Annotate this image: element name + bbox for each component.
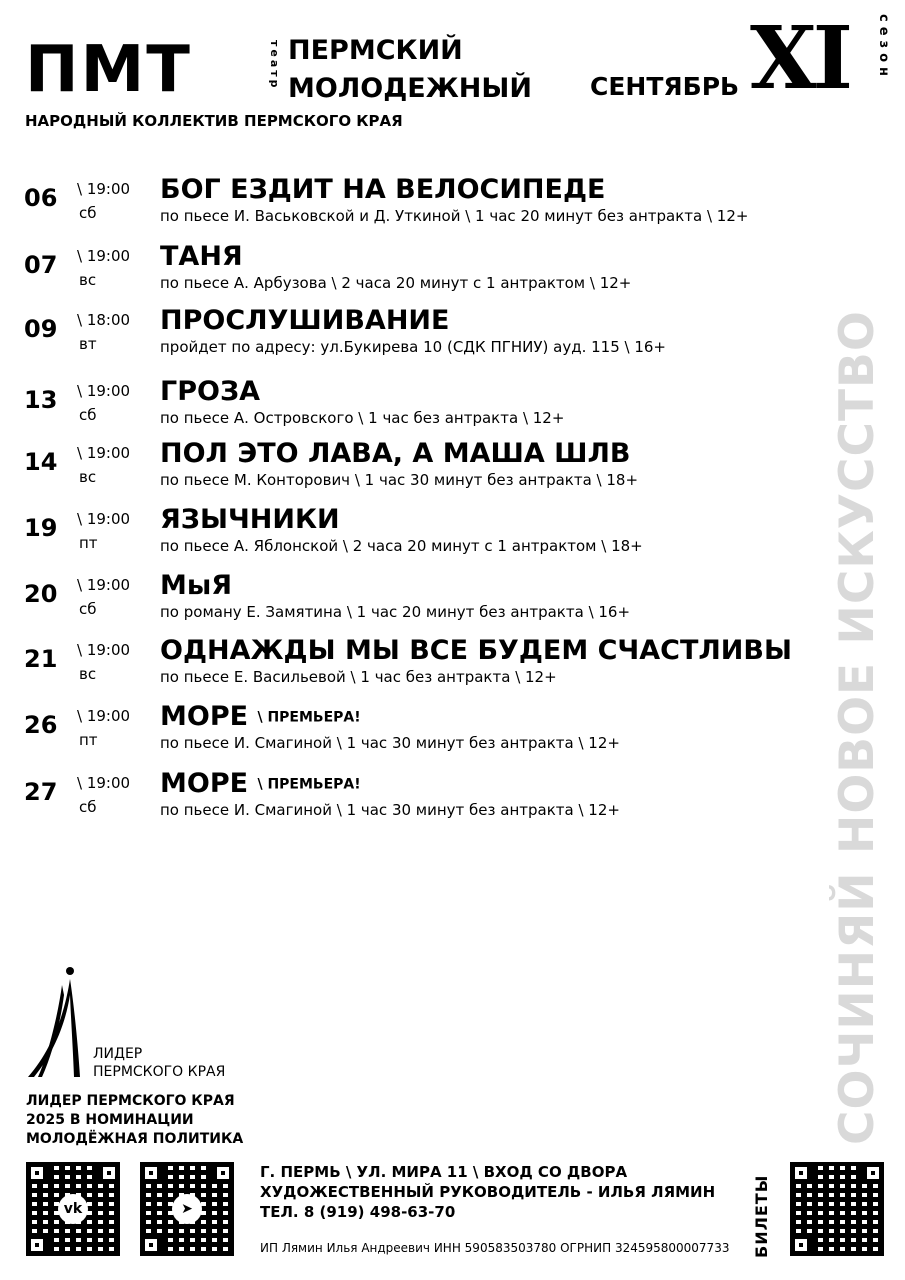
event-row — [0, 701, 800, 767]
theatre-name-line1: ПЕРМСКИЙ — [288, 35, 463, 66]
award-logo-line2: ПЕРМСКОГО КРАЯ — [93, 1064, 226, 1080]
event-title-text: ОДНАЖДЫ МЫ ВСЕ БУДЕМ СЧАСТЛИВЫ — [160, 635, 792, 666]
phone[interactable]: ТЕЛ. 8 (919) 498-63-70 — [260, 1203, 456, 1221]
event-weekday: вс — [79, 271, 97, 289]
event-description: по пьесе А. Яблонской \ 2 часа 20 минут с 1 антрактом \ 18+ — [160, 537, 643, 555]
legal-info: ИП Лямин Илья Андреевич ИНН 590583503780 ОГРНИП 324595800007733 — [260, 1241, 730, 1255]
award-line2: 2025 В НОМИНАЦИИ — [26, 1112, 194, 1128]
event-title — [160, 305, 449, 336]
theatre-name — [288, 32, 532, 108]
season-label: сезон — [876, 14, 891, 81]
event-day: 21 — [24, 645, 58, 673]
event-description: по пьесе И. Смагиной \ 1 час 30 минут без антракта \ 12+ — [160, 734, 620, 752]
event-title — [160, 504, 340, 535]
event-weekday: сб — [79, 600, 97, 618]
event-title-text: ЯЗЫЧНИКИ — [160, 504, 340, 535]
season-number: XI — [750, 8, 849, 109]
event-title — [160, 701, 361, 732]
tickets-qr-code[interactable] — [790, 1162, 884, 1256]
event-time: \ 19:00 — [77, 444, 131, 462]
event-row — [0, 570, 800, 636]
event-row — [0, 438, 800, 504]
premiere-badge: \ ПРЕМЬЕРА! — [257, 709, 361, 726]
vk-icon: vk — [58, 1194, 88, 1224]
qr-finder — [26, 1162, 48, 1184]
event-description: по пьесе А. Арбузова \ 2 часа 20 минут с 1 антрактом \ 12+ — [160, 274, 632, 292]
event-row — [0, 376, 800, 442]
event-row — [0, 241, 800, 307]
qr-finder — [140, 1162, 162, 1184]
event-time: \ 19:00 — [77, 576, 131, 594]
telegram-icon: ➤ — [172, 1194, 202, 1224]
award-logo-text — [93, 1045, 225, 1081]
event-time: \ 18:00 — [77, 311, 131, 329]
event-description: по пьесе М. Конторович \ 1 час 30 минут без антракта \ 18+ — [160, 471, 639, 489]
event-weekday: вт — [79, 335, 97, 353]
event-title — [160, 376, 260, 407]
event-title — [160, 570, 232, 601]
event-title — [160, 241, 243, 272]
event-day: 27 — [24, 778, 58, 806]
event-description: по пьесе И. Васьковской и Д. Уткиной \ 1 час 20 минут без антракта \ 12+ — [160, 207, 749, 225]
collective-subtitle: НАРОДНЫЙ КОЛЛЕКТИВ ПЕРМСКОГО КРАЯ — [25, 112, 403, 130]
event-row — [0, 504, 800, 570]
telegram-qr-code[interactable] — [140, 1162, 234, 1256]
event-title-text: МОРЕ — [160, 701, 249, 732]
event-weekday: сб — [79, 798, 97, 816]
event-weekday: вс — [79, 665, 97, 683]
tickets-label: БИЛЕТЫ — [752, 1174, 771, 1258]
event-time: \ 19:00 — [77, 382, 131, 400]
event-title-text: МыЯ — [160, 570, 233, 601]
qr-finder — [790, 1234, 812, 1256]
award-description — [26, 1092, 243, 1149]
event-day: 13 — [24, 386, 58, 414]
award-line1: ЛИДЕР ПЕРМСКОГО КРАЯ — [26, 1093, 235, 1109]
event-time: \ 19:00 — [77, 510, 131, 528]
qr-finder — [98, 1162, 120, 1184]
event-title-text: ПРОСЛУШИВАНИЕ — [160, 305, 450, 336]
event-weekday: вс — [79, 468, 97, 486]
contacts-block — [260, 1162, 715, 1222]
qr-finder — [26, 1234, 48, 1256]
event-day: 07 — [24, 251, 58, 279]
event-weekday: сб — [79, 406, 97, 424]
event-description: по пьесе И. Смагиной \ 1 час 30 минут без антракта \ 12+ — [160, 801, 620, 819]
award-logo-line1: ЛИДЕР — [93, 1046, 143, 1062]
artistic-director: ХУДОЖЕСТВЕННЫЙ РУКОВОДИТЕЛЬ - ИЛЬЯ ЛЯМИН — [260, 1183, 716, 1201]
event-time: \ 19:00 — [77, 774, 131, 792]
event-time: \ 19:00 — [77, 707, 131, 725]
event-day: 26 — [24, 711, 58, 739]
event-description: по пьесе Е. Васильевой \ 1 час без антракта \ 12+ — [160, 668, 557, 686]
award-logo-icon — [26, 965, 96, 1080]
event-title — [160, 635, 792, 666]
teatr-label: театр — [268, 40, 281, 91]
event-time: \ 19:00 — [77, 247, 131, 265]
qr-finder — [862, 1162, 884, 1184]
premiere-badge: \ ПРЕМЬЕРА! — [257, 776, 361, 793]
event-row — [0, 635, 800, 701]
event-title-text: ГРОЗА — [160, 376, 261, 407]
event-description: по роману Е. Замятина \ 1 час 20 минут без антракта \ 16+ — [160, 603, 631, 621]
event-title — [160, 768, 361, 799]
theatre-name-line2: МОЛОДЕЖНЫЙ — [288, 73, 532, 104]
event-row — [0, 305, 800, 371]
event-day: 20 — [24, 580, 58, 608]
event-title-text: БОГ ЕЗДИТ НА ВЕЛОСИПЕДЕ — [160, 174, 606, 205]
event-row — [0, 768, 800, 834]
qr-finder — [790, 1162, 812, 1184]
vk-qr-code[interactable] — [26, 1162, 120, 1256]
event-description: пройдет по адресу: ул.Букирева 10 (СДК ПГНИУ) ауд. 115 \ 16+ — [160, 338, 666, 356]
event-time: \ 19:00 — [77, 180, 131, 198]
event-title — [160, 174, 605, 205]
event-title-text: ТАНЯ — [160, 241, 243, 272]
event-row — [0, 174, 800, 240]
event-day: 14 — [24, 448, 58, 476]
event-day: 06 — [24, 184, 58, 212]
event-description: по пьесе А. Островского \ 1 час без антракта \ 12+ — [160, 409, 565, 427]
event-title — [160, 438, 630, 469]
award-line3: МОЛОДЁЖНАЯ ПОЛИТИКА — [26, 1131, 244, 1147]
event-weekday: пт — [79, 534, 98, 552]
event-day: 09 — [24, 315, 58, 343]
event-weekday: пт — [79, 731, 98, 749]
qr-finder — [212, 1162, 234, 1184]
event-time: \ 19:00 — [77, 641, 131, 659]
event-title-text: ПОЛ ЭТО ЛАВА, А МАША ШЛВ — [160, 438, 631, 469]
event-weekday: сб — [79, 204, 97, 222]
event-title-text: МОРЕ — [160, 768, 249, 799]
theatre-logo: ПМТ — [25, 33, 192, 107]
slogan-vertical: СОЧИНЯЙ НОВОЕ ИСКУССТВО — [830, 310, 885, 1145]
qr-finder — [140, 1234, 162, 1256]
event-day: 19 — [24, 514, 58, 542]
month-title: СЕНТЯБРЬ — [590, 72, 740, 101]
address: Г. ПЕРМЬ \ УЛ. МИРА 11 \ ВХОД СО ДВОРА — [260, 1163, 628, 1181]
